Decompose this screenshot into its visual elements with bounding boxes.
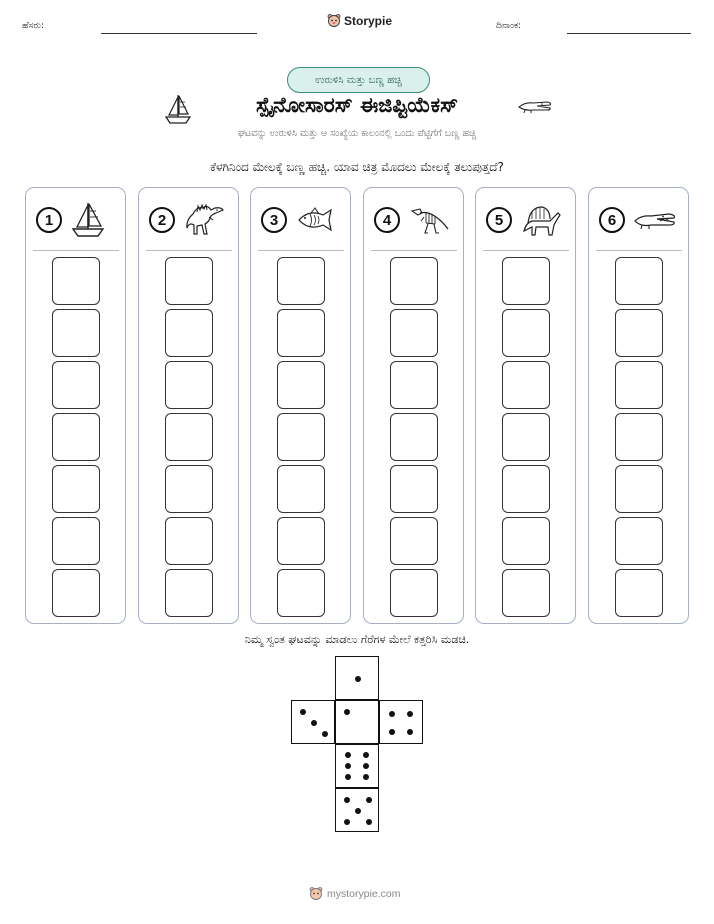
pip [363,763,369,769]
pip [355,676,361,682]
color-box[interactable] [502,413,550,461]
color-box[interactable] [277,309,325,357]
page-title: ಸ್ಪೈನೋಸಾರಸ್ ಈಜಿಪ್ಟಿಯೆಕಸ್ [255,93,459,117]
color-box[interactable] [615,309,663,357]
color-box[interactable] [52,309,100,357]
column-number: 5 [486,207,512,233]
pip [322,731,328,737]
column-divider [146,250,232,251]
pip [311,720,317,726]
color-box[interactable] [52,569,100,617]
pip [344,797,350,803]
color-box[interactable] [277,257,325,305]
die-face-6 [335,744,379,788]
column-divider [596,250,682,251]
color-box[interactable] [502,569,550,617]
columns-area [25,187,690,624]
pip [345,774,351,780]
date-label: ದಿನಾಂಕ: [496,21,522,31]
color-box[interactable] [165,257,213,305]
date-line [567,33,691,34]
color-box[interactable] [277,569,325,617]
color-box[interactable] [52,517,100,565]
column-6 [588,187,689,624]
color-box[interactable] [390,465,438,513]
color-box[interactable] [502,465,550,513]
color-box[interactable] [277,413,325,461]
pip [366,797,372,803]
color-box[interactable] [52,361,100,409]
storypie-mascot-icon [309,886,323,901]
column-number: 2 [149,207,175,233]
color-box[interactable] [390,569,438,617]
color-box[interactable] [277,517,325,565]
column-number: 3 [261,207,287,233]
pip [363,752,369,758]
column-divider [258,250,344,251]
spinosaurus-icon [183,202,225,238]
column-divider [33,250,119,251]
color-box[interactable] [277,361,325,409]
subtitle: ಘಟವನ್ನು ಉರುಳಿಸಿ ಮತ್ತು ಆ ಸಂಖ್ಯೆಯ ಕಾಲಂನಲ್ಲಿ ಒಂದು ಪೆಟ್ಟಿಗೆಗೆ ಬಣ್ಣ ಹಚ್ಚಿ [237,128,477,139]
pip [345,752,351,758]
pip [345,763,351,769]
color-box[interactable] [615,257,663,305]
column-1 [25,187,126,624]
die-face-3 [291,700,335,744]
pip [363,774,369,780]
color-box[interactable] [52,465,100,513]
color-box[interactable] [165,465,213,513]
color-box[interactable] [615,413,663,461]
sail-dinosaur-icon [520,201,562,239]
column-4 [363,187,464,624]
color-box[interactable] [52,257,100,305]
color-box[interactable] [165,517,213,565]
cut-instruction: ನಿಮ್ಮ ಸ್ವಂತ ಘಟವನ್ನು ಮಾಡಲು ಗೆರೆಗಳ ಮೇಲೆ ಕತ್ತರಿಸಿ ಮಡಚಿ. [244,633,470,646]
pip [407,711,413,717]
crocodile-icon [633,209,677,231]
color-box[interactable] [165,361,213,409]
name-label: ಹೆಸರು: [22,21,45,31]
die-face-1 [335,700,379,744]
color-box[interactable] [615,361,663,409]
color-box[interactable] [165,309,213,357]
color-box[interactable] [165,569,213,617]
column-2 [138,187,239,624]
color-box[interactable] [390,257,438,305]
pip [389,729,395,735]
pip [389,711,395,717]
column-divider [483,250,569,251]
brand-logo [327,13,392,28]
question: ಕೆಳಗಿನಿಂದ ಮೇಲಕ್ಕೆ ಬಣ್ಣ ಹಚ್ಚಿ. ಯಾವ ಚಿತ್ರ ಮೊದಲು ಮೇಲಕ್ಕೆ ತಲುಪುತ್ತದೆ? [210,160,504,174]
footer [309,886,401,901]
color-box[interactable] [277,465,325,513]
pip [407,729,413,735]
storypie-mascot-icon [327,13,341,28]
column-number: 1 [36,207,62,233]
pip [355,808,361,814]
color-box[interactable] [502,257,550,305]
color-box[interactable] [390,413,438,461]
fish-icon [295,205,335,235]
color-box[interactable] [502,309,550,357]
die-face-5 [335,788,379,832]
column-3 [250,187,351,624]
color-box[interactable] [52,413,100,461]
die-face-4 [379,700,423,744]
color-box[interactable] [615,517,663,565]
color-box[interactable] [390,517,438,565]
column-divider [371,250,457,251]
name-line [101,33,257,34]
column-5 [475,187,576,624]
color-box[interactable] [165,413,213,461]
pip [300,709,306,715]
activity-pill: ಉರುಳಿಸಿ ಮತ್ತು ಬಣ್ಣ ಹಚ್ಚಿ [287,67,430,93]
color-box[interactable] [615,465,663,513]
pip [344,709,350,715]
dinosaur-skeleton-icon [408,203,450,237]
color-box[interactable] [502,517,550,565]
color-box[interactable] [615,569,663,617]
color-box[interactable] [390,309,438,357]
color-box[interactable] [390,361,438,409]
footer-url[interactable]: mystorypie.com [327,887,401,900]
column-number: 4 [374,207,400,233]
color-box[interactable] [502,361,550,409]
pip [344,819,350,825]
crocodile-icon [517,98,553,114]
sailboat-icon [70,201,106,239]
die-face-1 [335,656,379,700]
pip [366,819,372,825]
column-number: 6 [599,207,625,233]
brand-name: Storypie [344,13,393,28]
